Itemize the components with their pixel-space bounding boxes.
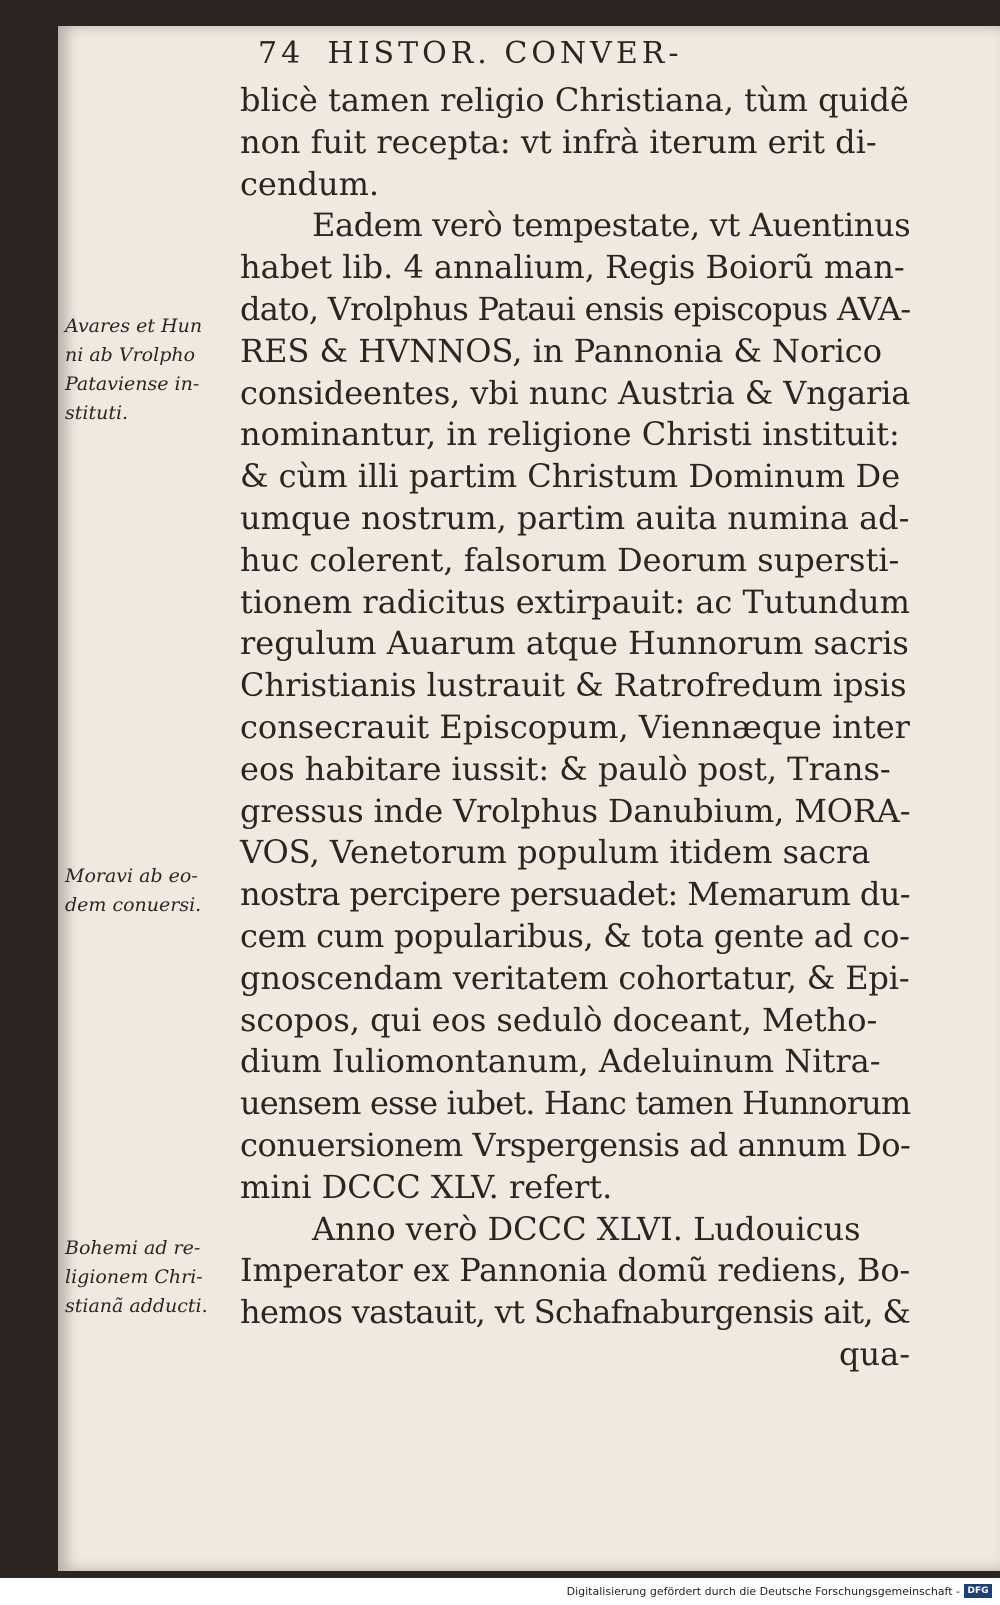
marginal-line: stianã adducti.: [65, 1295, 208, 1317]
catchword: qua-: [839, 1334, 910, 1373]
text-line: Anno verò DCCC XLVI. Ludouicus: [312, 1209, 861, 1248]
text-line: scopos, qui eos sedulò doceant, Metho-: [240, 1000, 878, 1039]
marginal-note-avares: [65, 312, 240, 428]
text-line: dato, Vrolphus Pataui ensis episcopus AVA-: [240, 289, 911, 328]
marginal-note-moravi: [65, 862, 240, 920]
text-line: VOS, Venetorum populum itidem sacra: [240, 833, 871, 872]
text-line: mini DCCC XLV. refert.: [240, 1167, 613, 1206]
text-line: gressus inde Vrolphus Danubium, MORA-: [240, 791, 911, 830]
marginal-line: ni ab Vrolpho: [65, 344, 196, 366]
text-line: eos habitare iussit: & paulò post, Trans-: [240, 749, 891, 788]
text-line: uensem esse iubet. Hanc tamen Hunnorum: [240, 1084, 911, 1123]
text-line: dium Iuliomontanum, Adeluinum Nitra-: [240, 1042, 881, 1081]
page-number: 74: [258, 36, 305, 71]
text-line: non fuit recepta: vt infrà iterum erit di-: [240, 122, 877, 161]
text-line: conuersionem Vrspergensis ad annum Do-: [240, 1125, 911, 1164]
text-line: Christianis lustrauit & Ratrofredum ipsis: [240, 666, 907, 705]
marginal-line: stituti.: [65, 402, 129, 424]
text-line: & cùm illi partim Christum Dominum De: [240, 457, 901, 496]
text-line: tionem radicitus extirpauit: ac Tutundum: [240, 582, 910, 621]
marginal-line: Pataviense in-: [65, 373, 200, 395]
text-line: habet lib. 4 annalium, Regis Boiorũ man-: [240, 248, 905, 287]
running-header: [258, 36, 878, 71]
text-line: consideentes, vbi nunc Austria & Vngaria: [240, 373, 911, 412]
text-line: cem cum popularibus, & tota gente ad co-: [240, 916, 910, 955]
text-line: huc colerent, falsorum Deorum supersti-: [240, 540, 900, 579]
text-line: consecrauit Episcopum, Viennæque inter: [240, 707, 910, 746]
text-line: umque nostrum, partim auita numina ad-: [240, 498, 910, 537]
funding-credit: Digitalisierung gefördert durch die Deutsche Forschungsgemeinschaft -: [566, 1585, 960, 1598]
marginal-line: Bohemi ad re-: [65, 1237, 201, 1259]
text-line: nominantur, in religione Christi instituit:: [240, 415, 900, 454]
text-line: cendum.: [240, 164, 380, 203]
text-line: regulum Auarum atque Hunnorum sacris: [240, 624, 909, 663]
marginal-line: Moravi ab eo-: [65, 865, 198, 887]
marginal-line: ligionem Chri-: [65, 1266, 203, 1288]
main-text-block: [240, 80, 910, 1376]
text-line: nostra percipere persuadet: Memarum du-: [240, 875, 910, 914]
marginal-line: dem conuersi.: [65, 894, 202, 916]
text-line: hemos vastauit, vt Schafnaburgensis ait, &: [240, 1293, 911, 1332]
text-line: gnoscendam veritatem cohortatur, & Epi-: [240, 958, 910, 997]
text-line: RES & HVNNOS, in Pannonia & Norico: [240, 331, 882, 370]
text-line: Eadem verò tempestate, vt Auentinus: [312, 206, 911, 245]
text-line: Imperator ex Pannonia domũ rediens, Bo-: [240, 1251, 911, 1290]
marginal-line: Avares et Hun: [65, 315, 203, 337]
marginal-note-bohemi: [65, 1234, 240, 1321]
dfg-logo: DFG: [964, 1584, 992, 1598]
text-line: blicè tamen religio Christiana, tùm quidẽ: [240, 81, 909, 119]
running-title: HISTOR. CONVER-: [327, 36, 683, 71]
